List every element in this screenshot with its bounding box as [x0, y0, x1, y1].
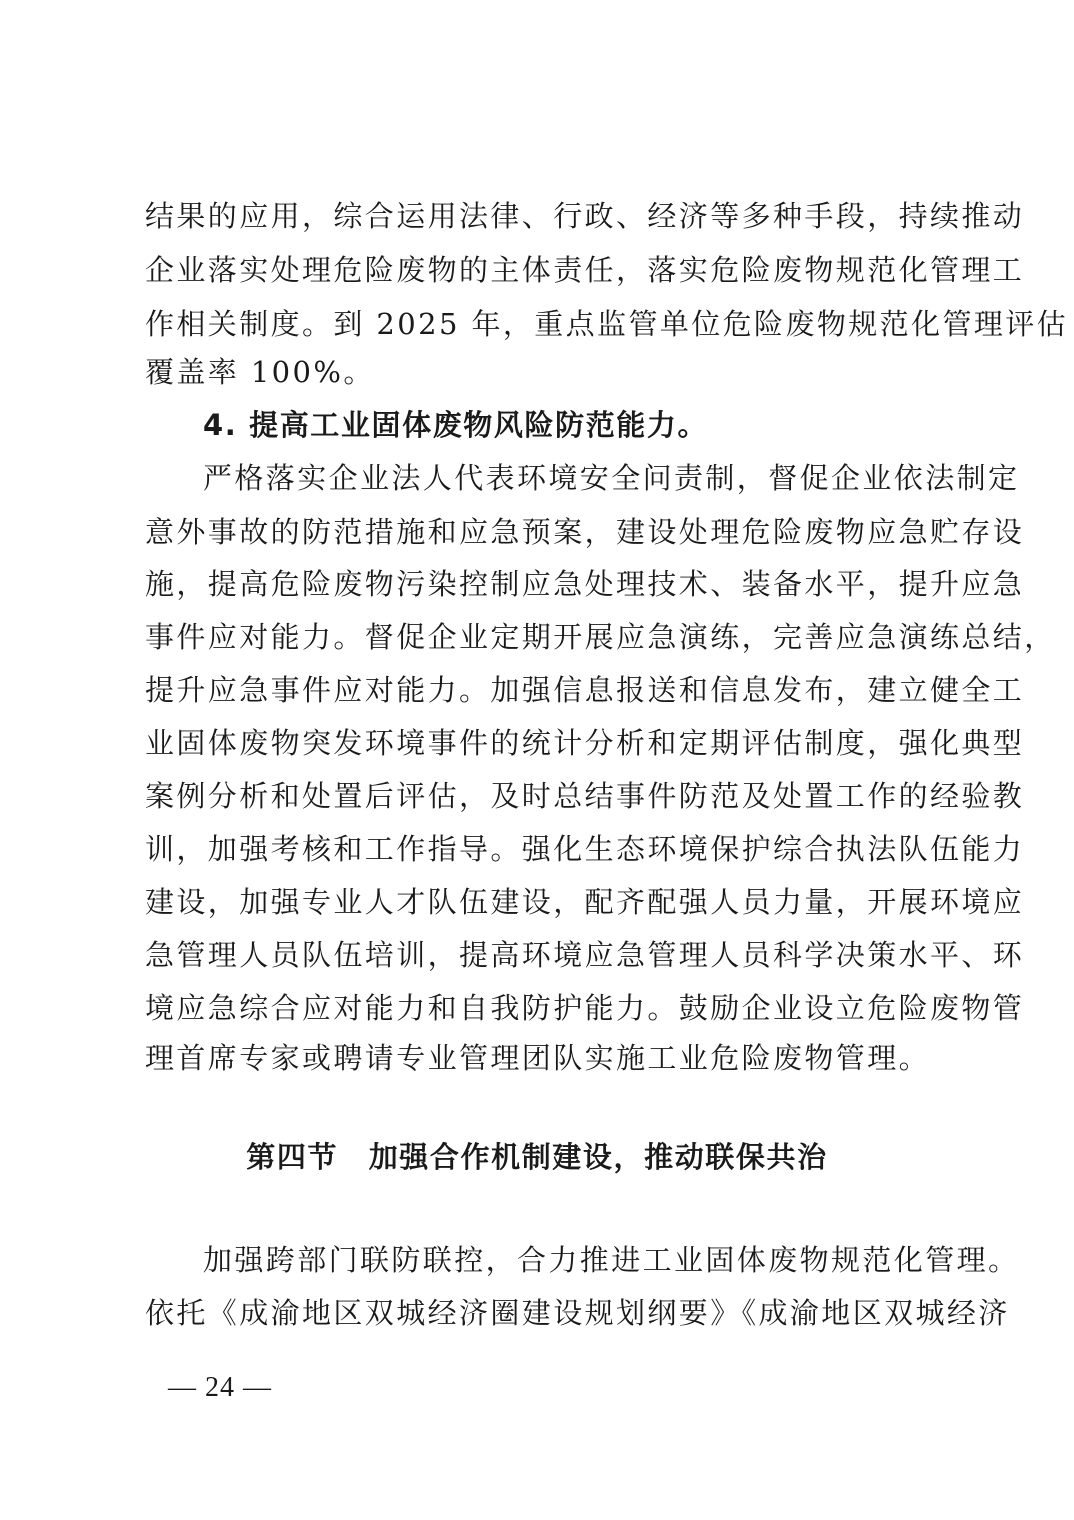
text-line: 提升应急事件应对能力。加强信息报送和信息发布，建立健全工 — [145, 673, 1025, 707]
text-line: 急管理人员队伍培训，提高环境应急管理人员科学决策水平、环 — [145, 938, 1025, 972]
text-line: 结果的应用，综合运用法律、行政、经济等多种手段，持续推动 — [145, 199, 1025, 233]
text-line: 理首席专家或聘请专业管理团队实施工业危险废物管理。 — [145, 1041, 931, 1075]
text-line: 严格落实企业法人代表环境安全问责制，督促企业依法制定 — [203, 461, 1020, 495]
text-line: 意外事故的防范措施和应急预案，建设处理危险废物应急贮存设 — [145, 515, 1025, 549]
text-line: 案例分析和处置后评估，及时总结事件防范及处置工作的经验教 — [145, 779, 1025, 813]
text-line: 作相关制度。到 2025 年，重点监管单位危险废物规范化管理评估 — [145, 307, 1069, 341]
text-line: 业固体废物突发环境事件的统计分析和定期评估制度，强化典型 — [145, 726, 1025, 760]
section-title: 第四节 加强合作机制建设，推动联保共治 — [246, 1140, 828, 1174]
text-line: 依托《成渝地区双城经济圈建设规划纲要》《成渝地区双城经济 — [145, 1296, 1010, 1330]
page-number: — 24 — — [168, 1372, 272, 1403]
text-line: 施，提高危险废物污染控制应急处理技术、装备水平，提升应急 — [145, 567, 1025, 601]
text-line: 企业落实处理危险废物的主体责任，落实危险废物规范化管理工 — [145, 253, 1025, 287]
text-line: 境应急综合应对能力和自我防护能力。鼓励企业设立危险废物管 — [145, 991, 1025, 1025]
text-line: 加强跨部门联防联控，合力推进工业固体废物规范化管理。 — [203, 1243, 1020, 1277]
text-line: 事件应对能力。督促企业定期开展应急演练，完善应急演练总结， — [145, 620, 1056, 654]
subsection-heading: 4. 提高工业固体废物风险防范能力。 — [203, 408, 709, 442]
text-line: 训，加强考核和工作指导。强化生态环境保护综合执法队伍能力 — [145, 832, 1025, 866]
text-line: 建设，加强专业人才队伍建设，配齐配强人员力量，开展环境应 — [145, 885, 1025, 919]
text-line: 覆盖率 100%。 — [145, 355, 375, 389]
